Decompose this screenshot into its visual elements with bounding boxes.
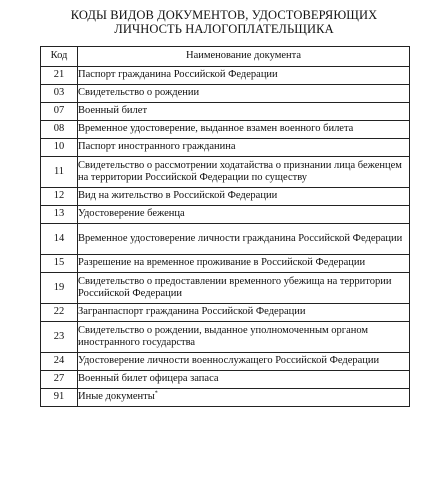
table-header-row <box>41 47 410 67</box>
row-document-name: Свидетельство о предоставлении временного убежища на территории Российской Федерации <box>78 273 410 304</box>
document-codes-table <box>40 46 410 407</box>
row-code: 27 <box>41 371 78 389</box>
header-document-name: Наименование документа <box>78 47 410 67</box>
row-document-name: Паспорт иностранного гражданина <box>78 139 410 157</box>
table-row <box>41 273 410 304</box>
footnote-mark: * <box>154 390 158 397</box>
table-row <box>41 224 410 255</box>
document-title <box>0 8 448 36</box>
row-code: 10 <box>41 139 78 157</box>
row-code: 13 <box>41 206 78 224</box>
row-document-name: Военный билет <box>78 103 410 121</box>
row-code: 15 <box>41 255 78 273</box>
table-row <box>41 157 410 188</box>
table-row <box>41 304 410 322</box>
table-row <box>41 85 410 103</box>
row-document-name: Свидетельство о рождении <box>78 85 410 103</box>
table-row <box>41 121 410 139</box>
document-title-line-1: КОДЫ ВИДОВ ДОКУМЕНТОВ, УДОСТОВЕРЯЮЩИХ <box>70 8 378 22</box>
row-code: 91 <box>41 389 78 407</box>
table-row <box>41 206 410 224</box>
table-row <box>41 67 410 85</box>
header-code: Код <box>41 47 78 67</box>
row-code: 19 <box>41 273 78 304</box>
row-document-name: Паспорт гражданина Российской Федерации <box>78 67 410 85</box>
table-row <box>41 322 410 353</box>
table-row <box>41 389 410 407</box>
table-row <box>41 188 410 206</box>
row-code: 11 <box>41 157 78 188</box>
row-code: 14 <box>41 224 78 255</box>
row-code: 03 <box>41 85 78 103</box>
row-document-name: Иные документы <box>78 391 155 403</box>
table-row <box>41 139 410 157</box>
table-row <box>41 103 410 121</box>
row-document-name: Свидетельство о рождении, выданное уполномоченным органом иностранного государства <box>78 322 410 353</box>
row-code: 24 <box>41 353 78 371</box>
document-title-line-2: ЛИЧНОСТЬ НАЛОГОПЛАТЕЛЬЩИКА <box>114 22 334 36</box>
row-document-name: Временное удостоверение, выданное взамен военного билета <box>78 121 410 139</box>
row-document-name-with-note <box>78 389 410 407</box>
row-document-name: Временное удостоверение личности гражданина Российской Федерации <box>78 224 410 255</box>
table-row <box>41 371 410 389</box>
row-code: 23 <box>41 322 78 353</box>
table-row <box>41 255 410 273</box>
row-code: 22 <box>41 304 78 322</box>
row-code: 21 <box>41 67 78 85</box>
row-code: 12 <box>41 188 78 206</box>
row-document-name: Удостоверение личности военнослужащего Российской Федерации <box>78 353 410 371</box>
row-document-name: Загранпаспорт гражданина Российской Федерации <box>78 304 410 322</box>
row-document-name: Удостоверение беженца <box>78 206 410 224</box>
table-row <box>41 353 410 371</box>
row-document-name: Военный билет офицера запаса <box>78 371 410 389</box>
row-document-name: Вид на жительство в Российской Федерации <box>78 188 410 206</box>
row-document-name: Свидетельство о рассмотрении ходатайства о признании лица беженцем на территории Российской Федерации по существу <box>78 157 410 188</box>
row-code: 08 <box>41 121 78 139</box>
row-document-name: Разрешение на временное проживание в Российской Федерации <box>78 255 410 273</box>
row-code: 07 <box>41 103 78 121</box>
